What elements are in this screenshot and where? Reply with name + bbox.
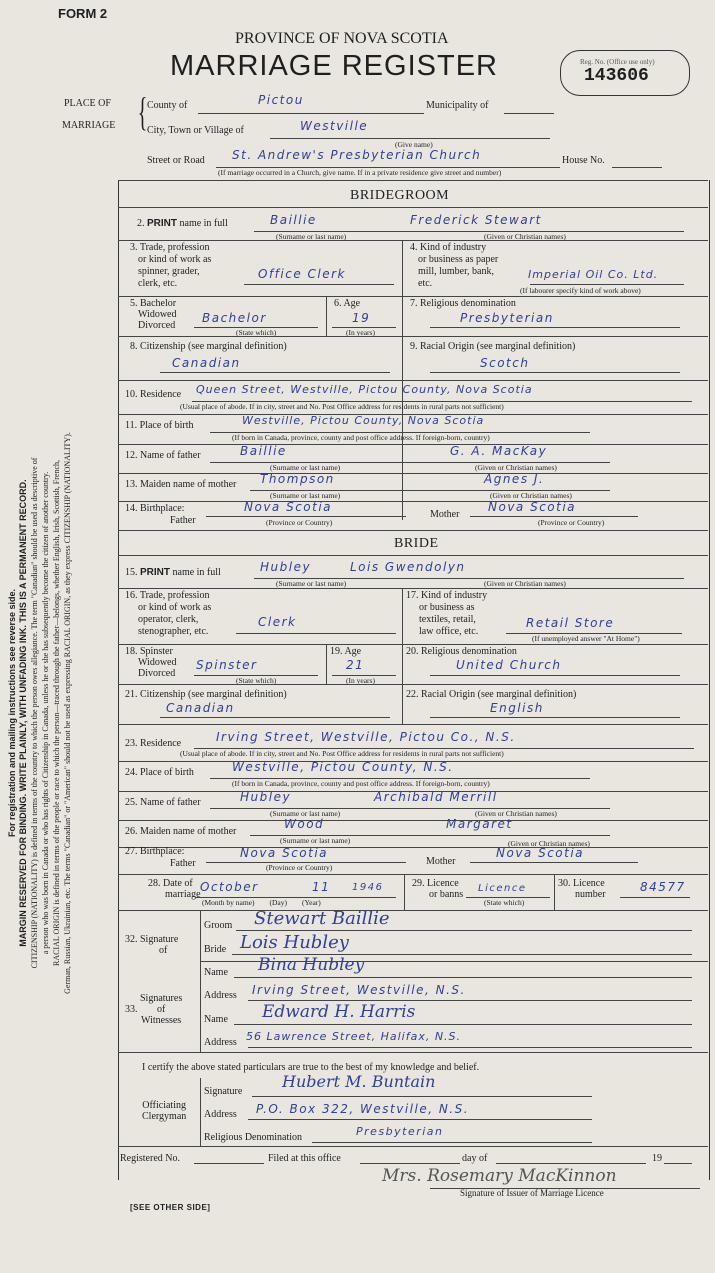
licence-type: Licence: [478, 883, 527, 894]
groom-father-surname-note: (Surname or last name): [270, 463, 341, 472]
groom-sig-label: Groom: [204, 920, 233, 931]
groom-father-given: G. A. MacKay: [450, 444, 548, 458]
bride-mother-given: Margaret: [446, 817, 513, 831]
groom-citizenship-label: 8. Citizenship (see marginal definition): [130, 341, 287, 352]
groom-trade-label: 3. Trade, profession or kind of work as spinner, grader, clerk, etc.: [130, 242, 212, 289]
groom-birthplace-note: (If born in Canada, province, county and post office address. If foreign-born, country): [232, 433, 490, 442]
groom-father-given-note: (Given or Christian names): [475, 463, 557, 472]
certify-text: I certify the above stated particulars are true to the best of my knowledge and belief.: [142, 1062, 480, 1073]
marriage-day: 11: [312, 880, 331, 894]
bride-birthplace-parents-label: 27. Birthplace:: [125, 846, 185, 857]
bride-signature: Lois Hubley: [240, 932, 349, 953]
street-note: (If marriage occurred in a Church, give name. If in a private residence give street and number): [218, 168, 502, 177]
groom-religion: Presbyterian: [460, 311, 554, 325]
bride-industry: Retail Store: [526, 616, 615, 630]
witness2-address: 56 Lawrence Street, Halifax, N.S.: [246, 1030, 462, 1043]
marriage-month: October: [200, 880, 259, 894]
bride-surname-note: (Surname or last name): [276, 579, 347, 588]
bride-age-label: 19. Age: [330, 646, 362, 657]
witness-label: Signatures of Witnesses: [140, 993, 183, 1026]
bride-age: 21: [346, 658, 365, 672]
licence-note: (State which): [484, 898, 525, 907]
bride-citizenship-label: 21. Citizenship (see marginal definition): [125, 689, 287, 700]
filed-label: Filed at this office: [268, 1153, 341, 1164]
margin-line-2: MARGIN RESERVED FOR BINDING. WRITE PLAINLY, WITH UNFADING INK. THIS IS A PERMANENT RECORD.: [18, 479, 28, 947]
house-label: House No.: [562, 155, 605, 166]
groom-mother-birthplace: Nova Scotia: [488, 500, 577, 514]
clergy-sig-label: Signature: [204, 1086, 243, 1097]
street-label: Street or Road: [147, 155, 205, 166]
groom-status: Bachelor: [202, 311, 267, 325]
groom-mother-bp-note: (Province or Country): [538, 518, 605, 527]
groom-mother-given: Agnes J.: [484, 472, 545, 486]
groom-father-surname: Baillie: [240, 444, 287, 458]
clergy-label: Officiating Clergyman: [142, 1100, 187, 1122]
bride-residence-label: 23. Residence: [125, 738, 182, 749]
bride-trade: Clerk: [258, 615, 297, 629]
clergy-address-label: Address: [204, 1109, 237, 1120]
bride-given: Lois Gwendolyn: [350, 560, 466, 574]
groom-trade: Office Clerk: [258, 267, 347, 281]
groom-surname: Baillie: [270, 213, 317, 227]
groom-status-label: 5. Bachelor Widowed Divorced: [130, 298, 177, 331]
groom-mother-birthplace-label: Mother: [430, 509, 460, 520]
registration-number: 143606: [584, 66, 649, 86]
county-label: County of: [147, 100, 188, 111]
bride-sig-label: Bride: [204, 944, 227, 955]
clergy-address: P.O. Box 322, Westville, N.S.: [256, 1102, 470, 1116]
bride-father-given: Archibald Merrill: [374, 790, 498, 804]
page-title: MARRIAGE REGISTER: [170, 50, 498, 82]
groom-mother-surname-note: (Surname or last name): [270, 491, 341, 500]
bride-religion: United Church: [456, 658, 562, 672]
groom-residence: Queen Street, Westville, Pictou County, Nova Scotia: [196, 383, 533, 396]
w1-name-label: Name: [204, 967, 228, 978]
groom-father-birthplace-label: Father: [170, 515, 196, 526]
place-label-2: MARRIAGE: [62, 120, 116, 131]
groom-father-label: 12. Name of father: [125, 450, 201, 461]
see-other-side: [SEE OTHER SIDE]: [130, 1203, 211, 1212]
bride-father-surname: Hubley: [240, 790, 292, 804]
clergy-denomination: Presbyterian: [356, 1125, 444, 1138]
bride-birthplace: Westville, Pictou County, N.S.: [232, 760, 454, 774]
street-value: St. Andrew's Presbyterian Church: [232, 148, 482, 162]
groom-racial-label: 9. Racial Origin (see marginal definition): [410, 341, 576, 352]
registration-number-caption: Reg. No. (Office use only): [580, 58, 655, 66]
bride-industry-label: 17. Kind of industry or business as textiles, retail, law office, etc.: [406, 590, 488, 637]
province-heading: PROVINCE OF NOVA SCOTIA: [235, 30, 449, 47]
registered-label: Registered No.: [120, 1153, 180, 1164]
day-label: day of: [462, 1153, 488, 1164]
bride-mother-label: 26. Maiden name of mother: [125, 826, 237, 837]
groom-residence-note: (Usual place of abode. If in city, street and No. Post Office address for residents in rural parts not sufficient): [180, 402, 504, 411]
municipality-label: Municipality of: [426, 100, 489, 111]
bride-mother-birthplace: Nova Scotia: [496, 846, 585, 860]
issuer-signature: Mrs. Rosemary MacKinnon: [382, 1166, 617, 1186]
bride-industry-note: (If unemployed answer "At Home"): [532, 634, 640, 643]
bride-religion-label: 20. Religious denomination: [406, 646, 517, 657]
bride-mother-surname-note: (Surname or last name): [280, 836, 351, 845]
groom-given-note: (Given or Christian names): [484, 232, 566, 241]
sig-label: 32. Signature of: [125, 934, 179, 956]
groom-birthplace-parents-label: 14. Birthplace:: [125, 503, 185, 514]
groom-industry: Imperial Oil Co. Ltd.: [528, 268, 659, 281]
groom-industry-label: 4. Kind of industry or business as paper mill, lumber, bank, etc.: [410, 242, 499, 289]
place-label-1: PLACE OF: [64, 98, 111, 109]
place-brace: {: [137, 89, 148, 134]
clergy-denomination-label: Religious Denomination: [204, 1132, 303, 1143]
bride-residence: Irving Street, Westville, Pictou Co., N.S.: [216, 730, 516, 744]
bride-racial: English: [490, 701, 544, 715]
groom-mother-surname: Thompson: [260, 472, 335, 486]
groom-surname-note: (Surname or last name): [276, 232, 347, 241]
groom-age-label: 6. Age: [334, 298, 361, 309]
bride-father-label: 25. Name of father: [125, 797, 201, 808]
bride-birthplace-label: 24. Place of birth: [125, 767, 194, 778]
groom-birthplace-label: 11. Place of birth: [125, 420, 194, 431]
groom-mother-label: 13. Maiden name of mother: [125, 479, 237, 490]
city-value: Westville: [300, 119, 369, 133]
bride-heading: BRIDE: [394, 536, 439, 551]
county-value: Pictou: [258, 93, 304, 107]
bride-citizenship: Canadian: [166, 701, 235, 715]
groom-mother-given-note: (Given or Christian names): [490, 491, 572, 500]
bride-father-surname-note: (Surname or last name): [270, 809, 341, 818]
bride-age-note: (In years): [346, 676, 375, 685]
witness1-address: Irving Street, Westville, N.S.: [252, 983, 466, 997]
w2-address-label: Address: [204, 1037, 237, 1048]
bride-father-bp-note: (Province or Country): [266, 863, 333, 872]
margin-instructions: [7, 153, 73, 1273]
groom-age: 19: [352, 311, 371, 325]
date-note: (Month by name) (Day) (Year): [202, 898, 321, 907]
groom-industry-note: (If labourer specify kind of work above): [520, 286, 641, 295]
bride-status: Spinster: [196, 658, 258, 672]
bride-father-birthplace-label: Father: [170, 858, 196, 869]
groom-religion-label: 7. Religious denomination: [410, 298, 516, 309]
margin-line-5: RACIAL ORIGIN is defined in terms of the people or race to which the person—traced through the father—belongs, whether English, Irish, Scottish, French,: [52, 459, 61, 967]
licence-number-label: 30. Licence number: [558, 878, 606, 900]
bride-status-note: (State which): [236, 676, 277, 685]
date-label: 28. Date of marriage: [148, 878, 201, 900]
bride-racial-label: 22. Racial Origin (see marginal definition): [406, 689, 577, 700]
bride-mother-birthplace-label: Mother: [426, 856, 456, 867]
groom-birthplace: Westville, Pictou County, Nova Scotia: [242, 414, 485, 427]
bride-status-label: 18. Spinster Widowed Divorced: [125, 646, 177, 679]
city-label: City, Town or Village of: [147, 125, 244, 136]
groom-citizenship: Canadian: [172, 356, 241, 370]
bride-given-note: (Given or Christian names): [484, 579, 566, 588]
licence-label: 29. Licence or banns: [412, 878, 464, 900]
witness1-signature: Bina Hubley: [258, 955, 365, 975]
bride-surname: Hubley: [260, 560, 312, 574]
marriage-year: 1946: [352, 882, 384, 893]
bride-residence-note: (Usual place of abode. If in city, street and No. Post Office address for residents in rural parts not sufficient): [180, 749, 504, 758]
bride-mother-given-note: (Given or Christian names): [508, 839, 590, 848]
clergy-signature: Hubert M. Buntain: [282, 1072, 436, 1091]
bride-trade-label: 16. Trade, profession or kind of work as operator, clerk, stenographer, etc.: [125, 590, 212, 637]
bride-father-birthplace: Nova Scotia: [240, 846, 329, 860]
bride-birthplace-note: (If born in Canada, province, county and post office address. If foreign-born, country): [232, 779, 490, 788]
margin-line-4: a person who was born in Canada or who has rights of Citizenship in Canada, unless he or she has subsequently become the citizen of another country.: [41, 471, 50, 955]
bride-father-given-note: (Given or Christian names): [475, 809, 557, 818]
form-number: FORM 2: [58, 6, 108, 21]
groom-racial: Scotch: [480, 356, 530, 370]
w2-name-label: Name: [204, 1014, 228, 1025]
margin-line-6: German, Russian, Ukrainian, etc. The terms "Canadian" or "American" should not be used as expressing RACIAL ORIGIN, as they express CITIZENSHIP (NATIONALITY).: [63, 432, 72, 994]
groom-father-birthplace: Nova Scotia: [244, 500, 333, 514]
w1-address-label: Address: [204, 990, 237, 1001]
groom-father-bp-note: (Province or Country): [266, 518, 333, 527]
groom-residence-label: 10. Residence: [125, 389, 182, 400]
groom-status-note: (State which): [236, 328, 277, 337]
year-prefix: 19: [652, 1153, 662, 1164]
groom-name-label: 2. PRINT name in full: [137, 218, 228, 229]
groom-signature: Stewart Baillie: [254, 908, 390, 929]
bride-name-label: 15. PRINT name in full: [125, 567, 221, 578]
issuer-label: Signature of Issuer of Marriage Licence: [460, 1188, 604, 1198]
groom-given: Frederick Stewart: [410, 213, 542, 227]
licence-number: 84577: [640, 880, 686, 894]
bridegroom-heading: BRIDEGROOM: [350, 188, 450, 203]
witness-number: 33.: [125, 1004, 138, 1015]
witness2-signature: Edward H. Harris: [262, 1002, 416, 1022]
margin-line-3: CITIZENSHIP (NATIONALITY) is defined in terms of the country to which the person owes allegiance. The term "Canadian" should be used as descriptive of: [30, 457, 39, 969]
give-name-note: (Give name): [395, 140, 433, 149]
groom-age-note: (In years): [346, 328, 375, 337]
bride-mother-surname: Wood: [284, 817, 325, 831]
margin-line-1: For registration and mailing instructions see reverse side.: [7, 588, 17, 838]
